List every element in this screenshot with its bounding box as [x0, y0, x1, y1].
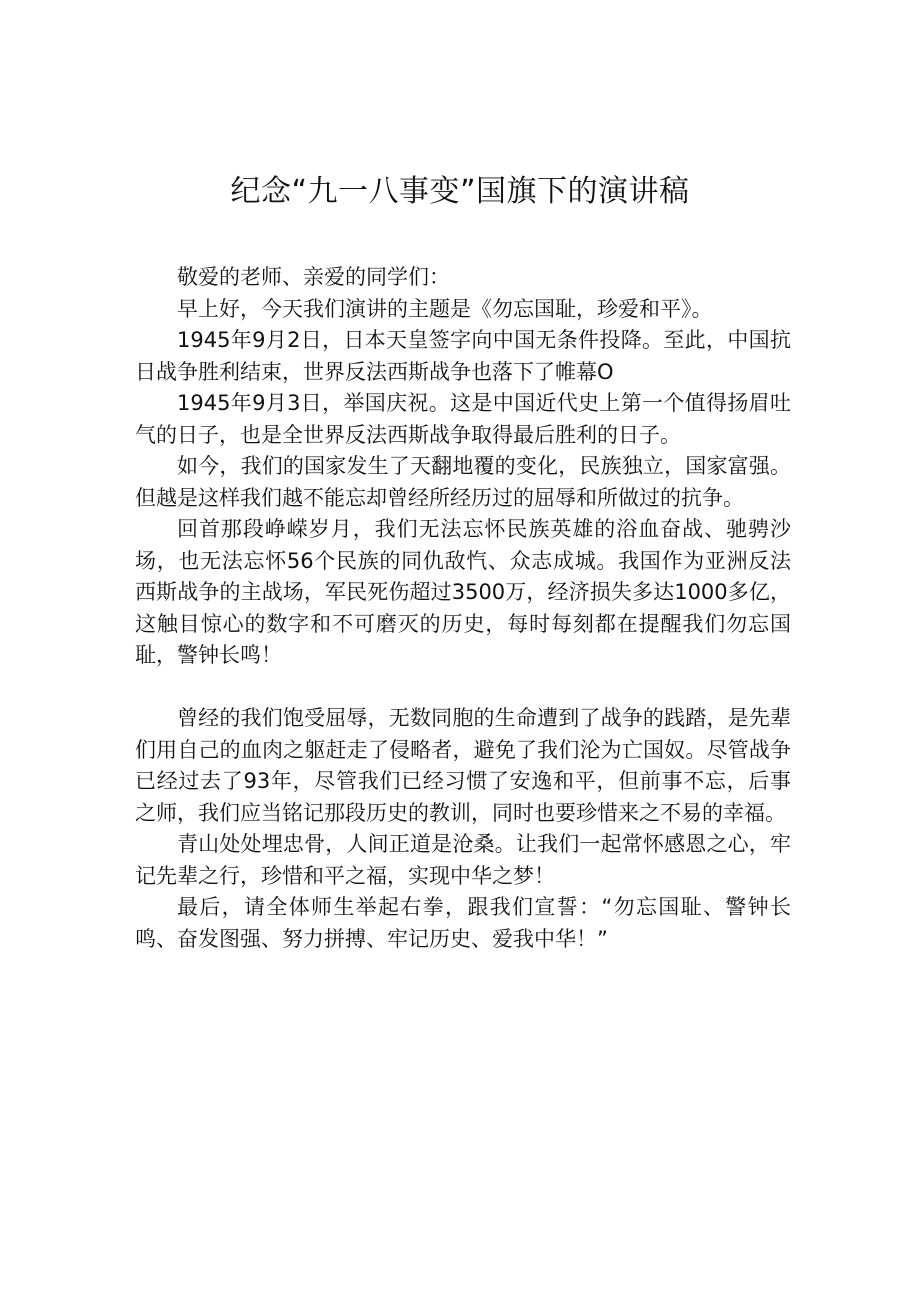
paragraph-ancestors: 曾经的我们饱受屈辱，无数同胞的生命遭到了战争的践踏，是先辈们用自己的血肉之躯赶走了侵略者，避免了我们沦为亡国奴。尽管战争已经过去了93年，尽管我们已经习惯了安逸和平，但前事不忘，后事之师，我们应当铭记那段历史的教训，同时也要珍惜来之不易的幸福。 — [135, 706, 791, 825]
paragraph-celebration: 1945年9月3日，举国庆祝。这是中国近代史上第一个值得扬眉吐气的日子，也是全世界反法西斯战争取得最后胜利的日子。 — [135, 391, 791, 447]
paragraph-gratitude: 青山处处埋忠骨，人间正道是沧桑。让我们一起常怀感恩之心，牢记先辈之行，珍惜和平之福，实现中华之梦！ — [135, 832, 791, 888]
paragraph-history: 回首那段峥嵘岁月，我们无法忘怀民族英雄的浴血奋战、驰骋沙场，也无法忘怀56个民族的同仇敌忾、众志成城。我国作为亚洲反法西斯战争的主战场，军民死伤超过3500万，经济损失多达1000多亿，这触目惊心的数字和不可磨灭的历史，每时每刻都在提醒我们勿忘国耻，警钟长鸣！ — [135, 517, 791, 667]
paragraph-topic: 早上好，今天我们演讲的主题是《勿忘国耻，珍爱和平》。 — [177, 296, 713, 321]
document-body — [135, 262, 791, 955]
paragraph-oath: 最后，请全体师生举起右拳，跟我们宣誓：“勿忘国耻、警钟长鸣、奋发图强、努力拼搏、牢记历史、爱我中华！” — [135, 895, 791, 951]
paragraph-greeting: 敬爱的老师、亲爱的同学们： — [177, 265, 450, 289]
paragraph-today: 如今，我们的国家发生了天翻地覆的变化，民族独立，国家富强。但越是这样我们越不能忘却曾经所经历过的屈辱和所做过的抗争。 — [135, 454, 791, 510]
document-title: 纪念“九一八事变”国旗下的演讲稿 — [230, 174, 690, 209]
paragraph-surrender: 1945年9月2日，日本天皇签字向中国无条件投降。至此，中国抗日战争胜利结束，世界反法西斯战争也落下了帷幕O — [135, 328, 791, 384]
